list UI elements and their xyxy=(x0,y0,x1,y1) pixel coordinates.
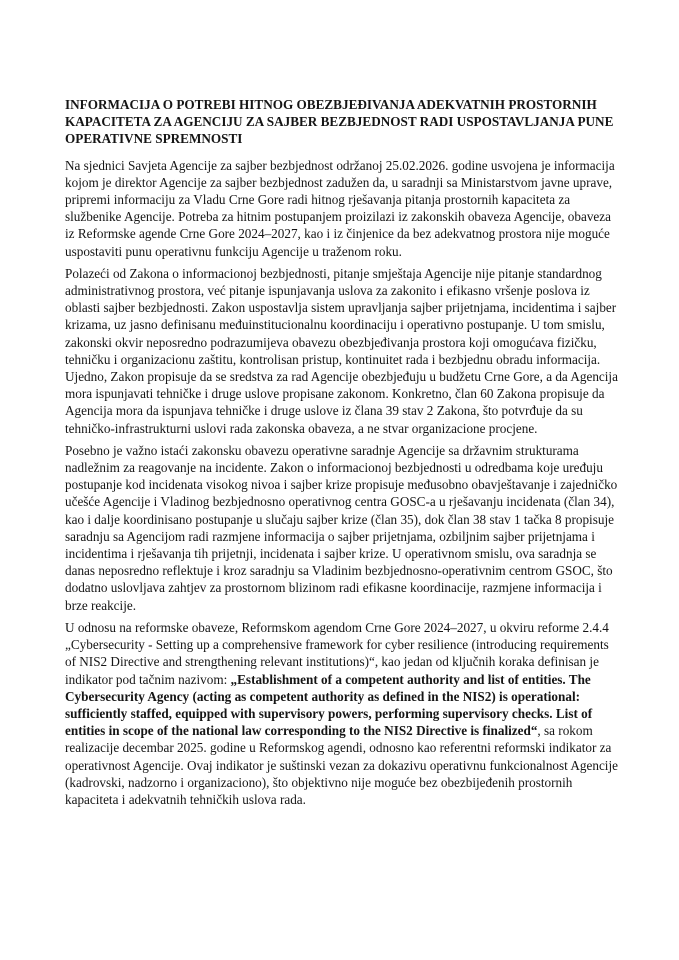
bold-text-run: „Establishment of a competent authority and list of entities. The Cybersecurity Agency (acting as competent authority as defined in the NIS2) is operational: sufficiently staffed, equipped with supervisory powers, performing supervisory checks. List of entities in scope of the national law corresponding to the NIS2 Directive is finalized“ xyxy=(65,671,593,739)
text-run: Polazeći od Zakona o informacionoj bezbjednosti, pitanje smještaja Agencije nije pitanje standardnog administrativnog prostora, već pitanje ispunjavanja uslova za zakonito i efikasno vršenje poslova iz oblasti sajber bezbjednosti. Zakon uspostavlja sistem upravljanja sajber prijetnjama, incidentima i sajber krizama, uz jasno definisanu međuinstitucionalnu koordinaciju i operativno postupanje. U tom smislu, zakonski okvir neposredno podrazumijeva obavezu obezbjeđivanja prostora koji omogućava fizičku, tehničku i organizacionu zaštitu, kontrolisan pristup, kontinuitet rada i bezbjednu obradu informacija. Ujedno, Zakon propisuje da se sredstva za rad Agencije obezbjeđuju u budžetu Crne Gore, a da Agencija mora ispunjavati tehničke i druge uslove propisane zakonom. Konkretno, član 60 Zakona propisuje da Agencija mora da ispunjava tehničke i druge uslove iz člana 39 stav 2 Zakona, što potvrđuje da su tehničko-infrastrukturni uslovi rada zakonska obaveza, a ne stvar organizacione procjene. xyxy=(65,265,618,436)
document-title: INFORMACIJA O POTREBI HITNOG OBEZBJEĐIVANJA ADEKVATNIH PROSTORNIH KAPACITETA ZA AGENCIJU ZA SAJBER BEZBJEDNOST RADI USPOSTAVLJANJA PUNE OPERATIVNE SPREMNOSTI xyxy=(65,97,614,147)
text-run: U odnosu na reformske obaveze, Reformskom agendom Crne Gore 2024–2027, u okviru reforme 2.4.4 „Cybersecurity - Setting up a comprehensive framework for cyber resilience (introducing requirements of NIS2 Directive and strengthening relevant institutions)“, kao jedan od ključnih koraka definisan je indikator pod tačnim nazivom: xyxy=(65,619,609,687)
document-body xyxy=(65,157,619,809)
text-run: Na sjednici Savjeta Agencije za sajber bezbjednost održanoj 25.02.2026. godine usvojena je informacija kojom je direktor Agencije za sajber bezbjednost zadužen da, u saradnji sa Ministarstvom javne uprave, pripremi informaciju za Vladu Crne Gore radi hitnog rješavanja pitanja prostornih kapaciteta za službenike Agencije. Potreba za hitnim postupanjem proizilazi iz zakonskih obaveza Agencije, obaveza iz Reformske agende Crne Gore 2024–2027, kao i iz činjenice da bez adekvatnog prostora nije moguće uspostaviti punu operativnu funkciju Agencije u traženom roku. xyxy=(65,157,615,259)
paragraph xyxy=(65,157,619,260)
text-run: , sa rokom realizacije decembar 2025. godine u Reformskog agendi, odnosno kao referentni reformski indikator za operativnost Agencije. Ovaj indikator je suštinski vezan za dokazivu operativnu funkcionalnost Agencije (kadrovski, nadzorno i organizaciono), što objektivno nije moguće bez obezbijeđenih prostornih kapaciteta i adekvatnih tehničkih uslova rada. xyxy=(65,723,618,807)
text-run: Posebno je važno istaći zakonsku obavezu operativne saradnje Agencije sa državnim strukturama nadležnim za reagovanje na incidente. Zakon o informacionoj bezbjednosti u odredbama koje uređuju postupanje kod incidenata visokog nivoa i sajber krize propisuje međusobno obavještavanje i zajedničko učešće Agencije i Vladinog bezbjednosno operativnog centra GOSC-a u rješavanju incidenata (član 34), kao i dalje koordinisano postupanje u slučaju sajber krize (član 35), dok član 38 stav 1 tačka 8 propisuje saradnju sa Agencijom radi razmjene informacija o sajber prijetnjama, ozbiljnim sajber prijetnjama i incidentima i rješavanja tih prijetnji, incidenata i sajber krize. U operativnom smislu, ova saradnja se danas neposredno reflektuje i kroz saradnju sa Vladinim bezbjednosno-operativnim centrom GSOC, što dodatno uslovljava zahtjev za prostornom blizinom radi efikasne koordinacije, razmjene informacija i brze reakcije. xyxy=(65,442,618,613)
paragraph xyxy=(65,442,619,614)
paragraph xyxy=(65,265,619,437)
paragraph xyxy=(65,619,619,808)
document-content xyxy=(65,96,619,808)
